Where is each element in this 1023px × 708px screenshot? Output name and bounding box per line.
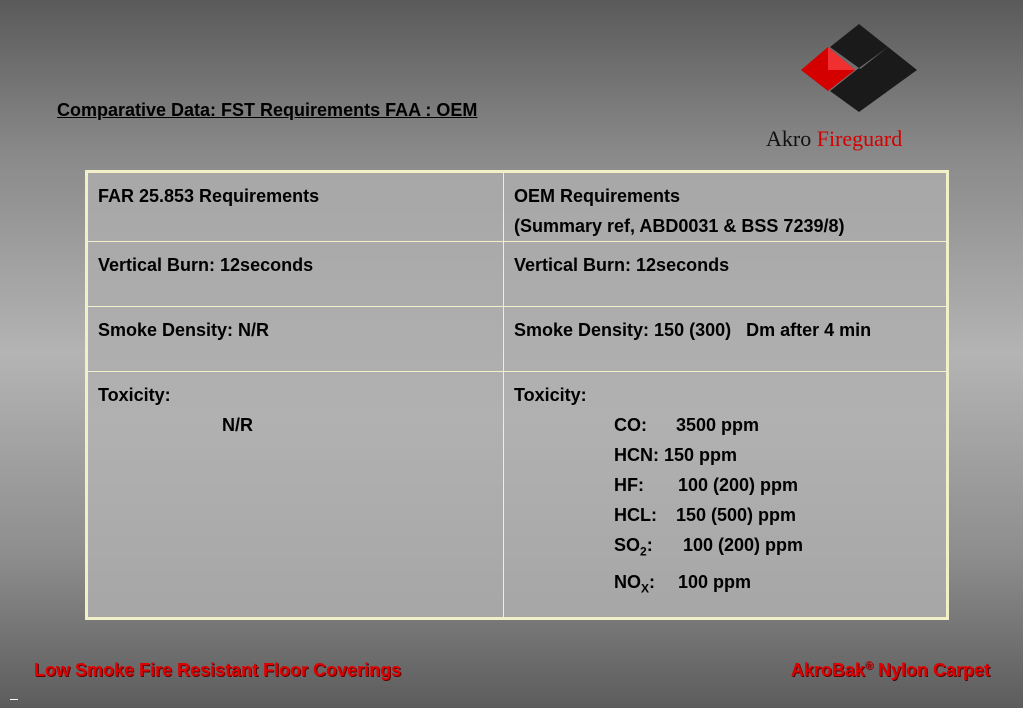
gas-value: 150 ppm xyxy=(664,445,738,465)
slide-title: Comparative Data: FST Requirements FAA : OEM xyxy=(57,100,478,120)
far-smoke-density-text: Smoke Density: N/R xyxy=(98,320,270,340)
oem-vertical-burn-text: Vertical Burn: 12seconds xyxy=(514,255,730,275)
far-header-cell xyxy=(87,172,504,242)
gas-limit-row-nox xyxy=(514,567,936,604)
oem-header-ref: (Summary ref, ABD0031 & BSS 7239/8) xyxy=(514,216,845,236)
oem-header-text: OEM Requirements xyxy=(514,186,681,206)
gas-name: CO: xyxy=(614,415,647,435)
gas-name-suffix: : xyxy=(646,535,653,555)
gas-value: 100 (200) ppm xyxy=(678,475,799,495)
gas-name xyxy=(614,567,678,604)
gas-limit-row-so2 xyxy=(514,530,936,567)
footer-product-suffix: Nylon Carpet xyxy=(872,660,990,680)
logo-fireguard-text: Fireguard xyxy=(816,126,903,151)
registered-mark: ® xyxy=(864,660,873,672)
oem-smoke-density-cell xyxy=(504,307,948,372)
footer-tagline: Low Smoke Fire Resistant Floor Coverings xyxy=(34,660,402,680)
far-toxicity-value: N/R xyxy=(222,415,253,435)
oem-toxicity-cell xyxy=(504,372,948,619)
far-smoke-density-cell xyxy=(87,307,504,372)
logo-akro-text: Akro xyxy=(766,126,812,151)
requirements-table xyxy=(85,170,949,620)
far-toxicity-label: Toxicity: xyxy=(98,385,171,405)
far-header-text: FAR 25.853 Requirements xyxy=(98,186,320,206)
gas-value: 100 (200) ppm xyxy=(683,535,804,555)
table-row xyxy=(87,172,948,242)
corner-mark xyxy=(10,699,18,700)
gas-name-subscript: X xyxy=(641,581,650,596)
gas-name-base: NO xyxy=(614,571,641,592)
gas-name: HCL: xyxy=(614,505,657,525)
gas-name xyxy=(614,530,683,567)
gas-name: HCN: xyxy=(614,445,659,465)
gas-name-suffix: : xyxy=(649,571,656,592)
oem-smoke-density-text: Smoke Density: 150 (300) Dm after 4 min xyxy=(514,320,872,340)
gas-name-base: SO xyxy=(614,535,641,555)
gas-value: 3500 ppm xyxy=(676,415,760,435)
far-toxicity-cell xyxy=(87,372,504,619)
far-vertical-burn-text: Vertical Burn: 12seconds xyxy=(98,255,314,275)
oem-vertical-burn-cell xyxy=(504,242,948,307)
table-row xyxy=(87,307,948,372)
gas-name-subscript: 2 xyxy=(640,544,647,559)
gas-limit-row-hcn xyxy=(514,440,936,470)
oem-header-cell xyxy=(504,172,948,242)
akro-fireguard-logo-icon xyxy=(798,22,918,114)
gas-limit-row-co xyxy=(514,410,936,440)
gas-limit-row-hcl xyxy=(514,500,936,530)
table-row xyxy=(87,372,948,619)
far-vertical-burn-cell xyxy=(87,242,504,307)
table-row xyxy=(87,242,948,307)
footer-brand: AkroBak xyxy=(790,660,865,680)
oem-toxicity-label: Toxicity: xyxy=(514,385,587,405)
footer-product-name xyxy=(791,660,990,681)
gas-value: 100 ppm xyxy=(678,571,752,592)
gas-value: 150 (500) ppm xyxy=(676,505,797,525)
gas-limit-row-hf xyxy=(514,470,936,500)
logo-wordmark xyxy=(766,126,902,152)
gas-name: HF: xyxy=(614,475,644,495)
